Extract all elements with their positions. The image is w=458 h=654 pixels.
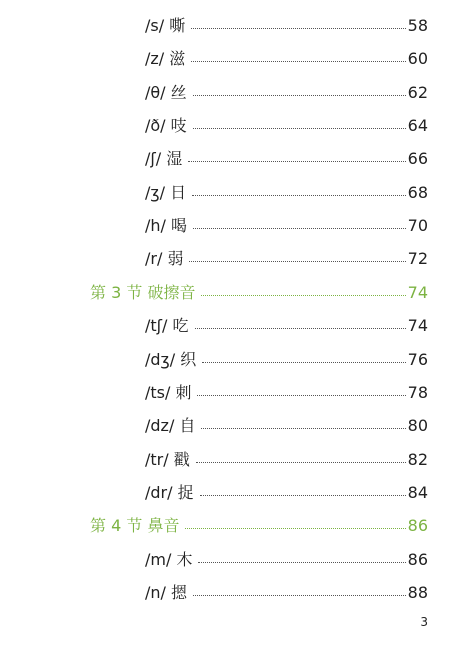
dot-leader <box>200 495 406 496</box>
toc-entry-row[interactable] <box>0 481 458 505</box>
entry-label: /z/ 滋 <box>145 49 186 69</box>
dot-leader <box>193 95 406 96</box>
page-ref: 86 <box>407 516 428 536</box>
dot-leader <box>192 195 406 196</box>
entry-label: /θ/ 丝 <box>145 82 187 102</box>
toc-entry-row[interactable] <box>0 14 458 38</box>
entry-label: /h/ 喝 <box>145 216 188 236</box>
page-ref: 72 <box>407 249 428 269</box>
entry-label: /s/ 嘶 <box>145 16 186 35</box>
dot-leader <box>188 161 405 162</box>
dot-leader <box>202 362 405 363</box>
toc-section-row[interactable] <box>0 514 458 538</box>
page-ref: 88 <box>407 582 428 602</box>
page-ref: 60 <box>407 49 428 69</box>
dot-leader <box>189 261 405 262</box>
entry-label: /dz/ 自 <box>145 416 196 436</box>
page-ref: 76 <box>407 349 428 369</box>
dot-leader <box>195 328 406 329</box>
toc-entry-row[interactable] <box>0 81 458 105</box>
entry-label: /dʒ/ 织 <box>145 349 197 369</box>
dot-leader <box>191 28 405 29</box>
page-ref: 68 <box>407 182 428 202</box>
page-ref: 58 <box>407 16 428 35</box>
toc-entry-row[interactable] <box>0 47 458 71</box>
page-ref: 62 <box>407 82 428 102</box>
page-ref: 64 <box>407 116 428 136</box>
page-ref: 82 <box>407 449 428 469</box>
page-ref: 74 <box>407 282 428 302</box>
entry-label: /dr/ 捉 <box>145 482 194 502</box>
page-ref: 78 <box>407 382 428 402</box>
entry-label: /ʃ/ 湿 <box>145 149 183 169</box>
toc-entry-row[interactable] <box>0 581 458 605</box>
page-ref: 84 <box>407 482 428 502</box>
toc-entry-row[interactable] <box>0 348 458 372</box>
entry-label: /ð/ 吱 <box>145 116 187 136</box>
toc-section-row[interactable] <box>0 281 458 305</box>
entry-label: /r/ 弱 <box>145 249 184 269</box>
toc-entry-row[interactable] <box>0 414 458 438</box>
dot-leader <box>196 462 406 463</box>
page-ref: 66 <box>407 149 428 169</box>
entry-label: /ʒ/ 日 <box>145 182 187 202</box>
dot-leader <box>197 395 405 396</box>
dot-leader <box>193 128 406 129</box>
toc-entry-row[interactable] <box>0 314 458 338</box>
toc-entry-row[interactable] <box>0 247 458 271</box>
dot-leader <box>201 428 405 429</box>
dot-leader <box>198 562 405 563</box>
toc-entry-row[interactable] <box>0 381 458 405</box>
section-title: 第 3 节 破擦音 <box>90 282 196 302</box>
toc-entry-row[interactable] <box>0 114 458 138</box>
entry-label: /tʃ/ 吃 <box>145 316 189 336</box>
page-number: 3 <box>420 615 428 629</box>
section-title: 第 4 节 鼻音 <box>90 516 180 536</box>
dot-leader <box>185 528 405 529</box>
dot-leader <box>191 61 405 62</box>
toc-entry-row[interactable] <box>0 214 458 238</box>
entry-label: /ts/ 刺 <box>145 382 192 402</box>
page-ref: 80 <box>407 416 428 436</box>
dot-leader <box>193 595 406 596</box>
dot-leader <box>201 295 405 296</box>
toc-entry-row[interactable] <box>0 181 458 205</box>
toc-entry-row[interactable] <box>0 448 458 472</box>
page-ref: 74 <box>407 316 428 336</box>
toc-entry-row[interactable] <box>0 548 458 572</box>
entry-label: /n/ 摁 <box>145 582 188 602</box>
toc-entry-row[interactable] <box>0 147 458 171</box>
dot-leader <box>193 228 406 229</box>
page-ref: 86 <box>407 549 428 569</box>
entry-label: /tr/ 戳 <box>145 449 190 469</box>
entry-label: /m/ 木 <box>145 549 193 569</box>
page-ref: 70 <box>407 216 428 236</box>
